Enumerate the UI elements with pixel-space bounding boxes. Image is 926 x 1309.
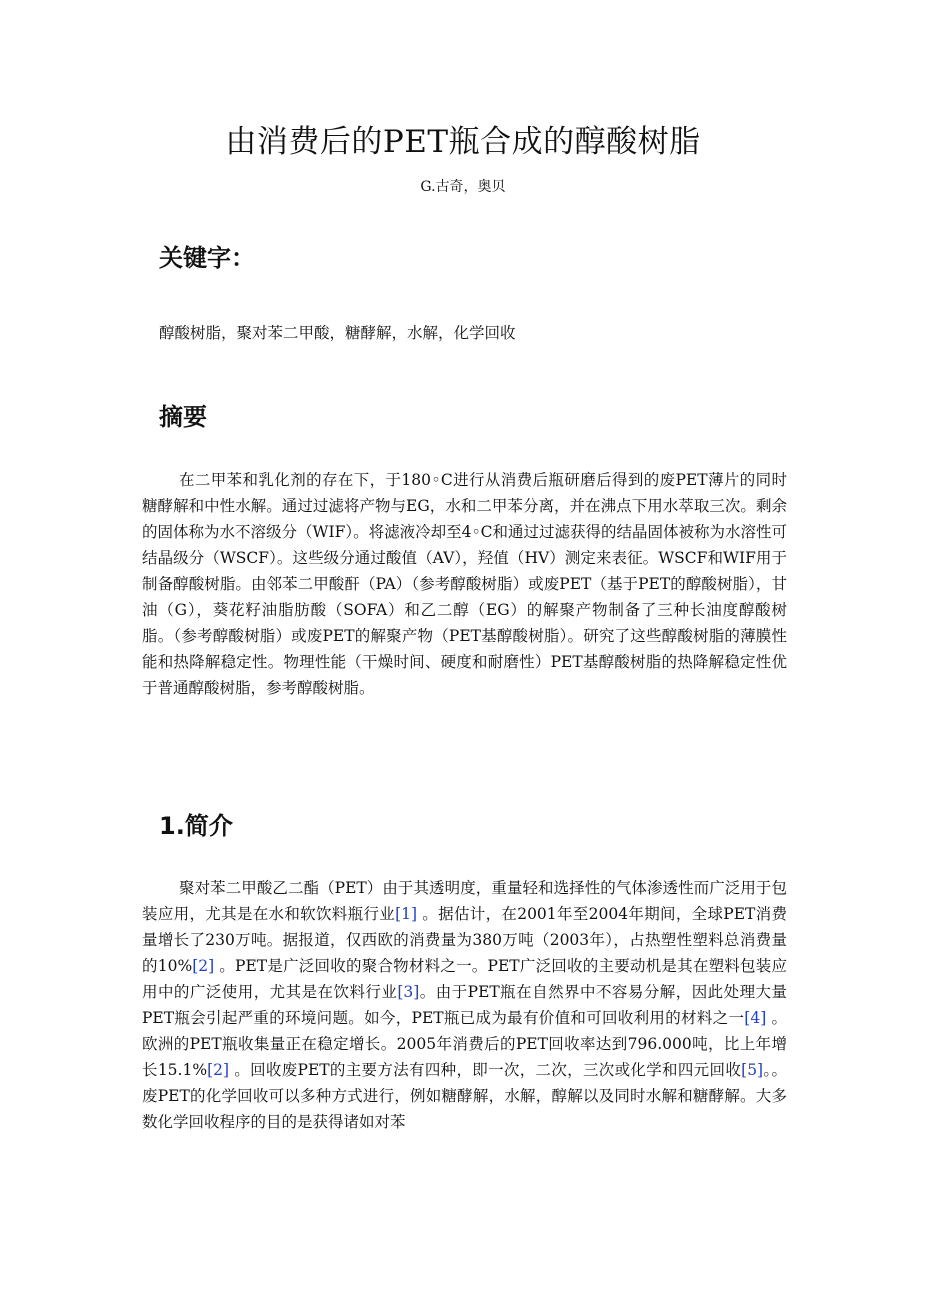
paper-title: 由消费后的PET瓶合成的醇酸树脂 — [225, 124, 701, 160]
citation-link-6[interactable]: [5] — [741, 1061, 764, 1079]
citation-link-2[interactable]: [2] — [192, 957, 215, 975]
intro-text-4: 。由于PET瓶在自然界中不容易分解，因此处理大量PET瓶会引起严重的环境问题。如今，PET瓶已成为最有价值和可回收利用的材料之一 — [142, 983, 787, 1027]
abstract-paragraph: 在二甲苯和乳化剂的存在下，于180◦C进行从消费后瓶研磨后得到的废PET薄片的同时糖酵解和中性水解。通过过滤将产物与EG，水和二甲苯分离，并在沸点下用水萃取三次。剩余的固体称为水不溶级分（WIF）。将滤液冷却至4◦C和通过过滤获得的结晶固体被称为水溶性可结晶级分（WSCF）。这些级分通过酸值（AV），羟值（HV）测定来表征。WSCF和WIF用于制备醇酸树脂。由邻苯二甲酸酐（PA）（参考醇酸树脂）或废PET（基于PET的醇酸树脂），甘油（G），葵花籽油脂肪酸（SOFA）和乙二醇（EG）的解聚产物制备了三种长油度醇酸树脂。（参考醇酸树脂）或废PET的解聚产物（PET基醇酸树脂）。研究了这些醇酸树脂的薄膜性能和热降解稳定性。物理性能（干燥时间、硬度和耐磨性）PET基醇酸树脂的热降解稳定性优于普通醇酸树脂，参考醇酸树脂。 — [142, 471, 787, 697]
citation-link-5[interactable]: [2] — [207, 1061, 230, 1079]
intro-text-2: 。据估计，在2001年至2004年期间，全球PET消费量增长了230万吨。据报道，仅西欧的消费量为380万吨（2003年），占热塑性塑料总消费量的10% — [142, 905, 787, 975]
intro-text-3: 。PET是广泛回收的聚合物材料之一。PET广泛回收的主要动机是其在塑料包装应用中的广泛使用，尤其是在饮料行业 — [142, 957, 787, 1001]
keywords-list: 醇酸树脂，聚对苯二甲酸，糖酵解，水解，化学回收 — [159, 324, 516, 342]
citation-link-3[interactable]: [3] — [397, 983, 420, 1001]
keywords-heading: 关键字： — [159, 244, 255, 272]
intro-text-6: 。回收废PET的主要方法有四种，即一次，二次，三次或化学和四元回收 — [229, 1061, 742, 1079]
intro-text-5: 。欧洲的PET瓶收集量正在稳定增长。2005年消费后的PET回收率达到796.000吨，比上年增长15.1% — [142, 1009, 787, 1079]
intro-text-7: 。。废PET的化学回收可以多种方式进行，例如糖酵解，水解，醇解以及同时水解和糖酵解。大多数化学回收程序的目的是获得诸如对苯 — [142, 1061, 787, 1131]
introduction-paragraph — [142, 875, 787, 1135]
introduction-heading: 1.简介 — [159, 812, 233, 840]
abstract-heading: 摘要 — [159, 403, 207, 431]
citation-link-4[interactable]: [4] — [744, 1009, 767, 1027]
intro-text-1: 聚对苯二甲酸乙二酯（PET）由于其透明度，重量轻和选择性的气体渗透性而广泛用于包装应用，尤其是在水和软饮料瓶行业 — [142, 879, 787, 923]
citation-link-1[interactable]: [1] — [395, 905, 418, 923]
authors: G.古奇，奥贝 — [420, 179, 506, 195]
